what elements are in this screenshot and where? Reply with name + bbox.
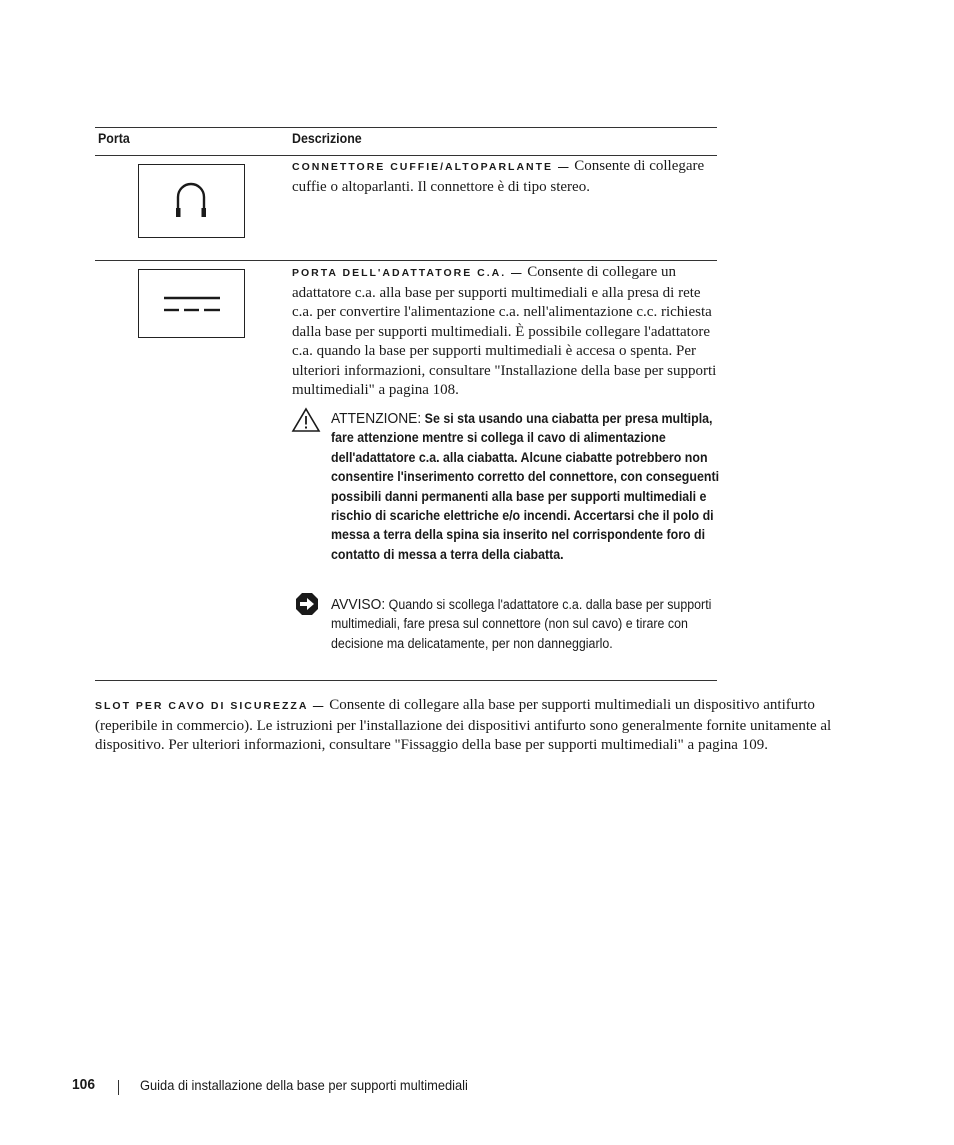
notice-text: Quando si scollega l'adattatore c.a. dalla base per supporti multimediali, fare presa sul connettore (non sul cavo) e tirare con decisione ma delicatamente, per non danneggiarlo. (331, 597, 712, 651)
headphone-description (292, 157, 717, 197)
header-description: Descrizione (292, 131, 362, 146)
headphone-term: CONNETTORE CUFFIE/ALTOPARLANTE — (292, 161, 571, 173)
headphone-port-image (138, 164, 245, 238)
notice-note (331, 595, 719, 653)
table-top-rule (95, 127, 717, 128)
ac-adapter-text: Consente di collegare un adattatore c.a. alla base per supporti multimediali e alla presa di rete c.a. per convertire l'alimentazione c.a. nell'alimentazione c.c. richiesta dalla base per supporti multimediali. È possibile collegare l'adattatore c.a. quando la base per supporti multimediali è accesa o spenta. Per ulteriori informazioni, consultare "Installazione della base per supporti multimediali" a pagina 108. (292, 264, 717, 398)
header-port: Porta (98, 131, 130, 146)
caution-text: Se si sta usando una ciabatta per presa multipla, fare attenzione mentre si collega il cavo di alimentazione dell'adattatore c.a. alla ciabatta. Alcune ciabatte potrebbero non consentire l'inserimento corretto del connettore, con conseguenti possibili danni permanenti alla base per supporti multimediali e rischio di scariche elettriche e/o incendi. Accertarsi che il polo di messa a terra della spina sia inserito nel corrispondente foro di contatto di messa a terra della ciabatta. (331, 411, 720, 562)
security-slot-paragraph (95, 696, 860, 756)
security-text: Consente di collegare alla base per supporti multimediali un dispositivo antifurto (reperibile in commercio). Le istruzioni per l'installazione dei dispositivi antifurto sono generalmente fornite unitamente al dispositivo. Per ulteriori informazioni, consultare "Fissaggio della base per supporti multimediali" a pagina 109. (95, 697, 832, 753)
ac-adapter-term: PORTA DELL'ADATTATORE C.A. — (292, 267, 524, 279)
ac-adapter-port-image (138, 269, 245, 338)
dc-power-icon (138, 269, 245, 338)
headphone-text: Consente di collegare cuffie o altoparlanti. Il connettore è di tipo stereo. (292, 158, 705, 195)
headphones-icon (138, 164, 245, 238)
footer-separator (118, 1080, 119, 1095)
row-rule-1 (95, 260, 717, 261)
warning-triangle-icon (291, 407, 321, 433)
notice-octagon-icon (295, 592, 319, 616)
caution-label: ATTENZIONE: (331, 410, 422, 427)
table-bottom-rule (95, 680, 717, 681)
footer-title: Guida di installazione della base per supporti multimediali (140, 1077, 468, 1093)
notice-label: AVVISO: (331, 596, 386, 613)
ac-adapter-description (292, 263, 717, 401)
caution-note (331, 409, 719, 564)
security-term: SLOT PER CAVO DI SICUREZZA — (95, 700, 326, 712)
header-rule (95, 155, 717, 156)
page-number: 106 (72, 1076, 96, 1093)
